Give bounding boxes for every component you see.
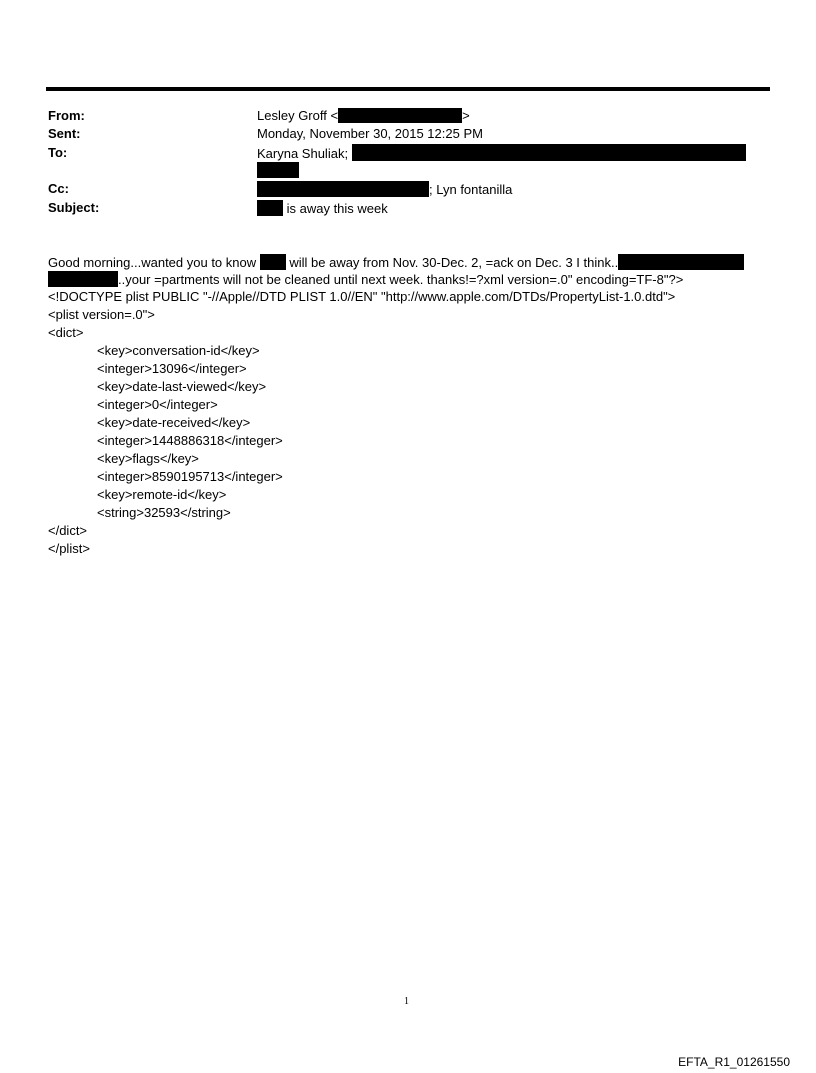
subject-text: is away this week [283,201,388,216]
plist-close: </plist> [48,541,90,556]
body-text: Good morning...wanted you to know [48,255,260,270]
plist-entry: <integer>1448886318</integer> [97,433,283,448]
plist-entry: <string>32593</string> [97,505,231,520]
plist-doctype: <!DOCTYPE plist PUBLIC "-//Apple//DTD PLIST 1.0//EN" "http://www.apple.com/DTDs/PropertyList-1.0.dtd"> [48,289,676,304]
cc-value [257,181,512,198]
plist-entry: <key>date-last-viewed</key> [97,379,267,394]
bates-number: EFTA_R1_01261550 [678,1055,790,1069]
plist-open: <plist version=.0"> [48,307,155,322]
dict-close: </dict> [48,523,88,538]
from-close: > [462,108,470,123]
to-label: To: [48,145,68,160]
subject-label: Subject: [48,200,100,215]
from-name: Lesley Groff < [257,108,339,123]
plist-entry: <integer>8590195713</integer> [97,469,283,484]
redaction-box [257,181,429,197]
sent-value: Monday, November 30, 2015 12:25 PM [257,126,483,141]
redaction-box [257,162,299,178]
header-rule [46,87,770,91]
body-text: ..your =partments will not be cleaned until next week. thanks!=?xml version=.0" encoding=TF-8"?> [118,272,684,287]
subject-value [257,200,388,217]
plist-entry: <key>remote-id</key> [97,487,227,502]
redaction-box [48,271,118,287]
to-value [257,144,746,162]
plist-entry: <integer>0</integer> [97,397,218,412]
plist-entry: <integer>13096</integer> [97,361,247,376]
from-label: From: [48,108,85,123]
cc-label: Cc: [48,181,69,196]
redaction-box [338,108,462,123]
redaction-box [618,254,744,270]
page-number: 1 [404,996,409,1007]
plist-entry: <key>date-received</key> [97,415,251,430]
sent-label: Sent: [48,126,81,141]
cc-text: ; Lyn fontanilla [429,182,513,197]
redaction-box [352,144,746,161]
plist-entry: <key>conversation-id</key> [97,343,260,358]
plist-entry: <key>flags</key> [97,451,199,466]
to-name: Karyna Shuliak; [257,146,349,161]
body-text: will be away from Nov. 30-Dec. 2, =ack on Dec. 3 I think.. [285,255,619,270]
body-line-1 [48,254,744,271]
dict-open: <dict> [48,325,84,340]
redaction-box [257,200,283,216]
body-line-2 [48,271,683,288]
redaction-box [260,254,286,270]
from-value [257,108,470,124]
